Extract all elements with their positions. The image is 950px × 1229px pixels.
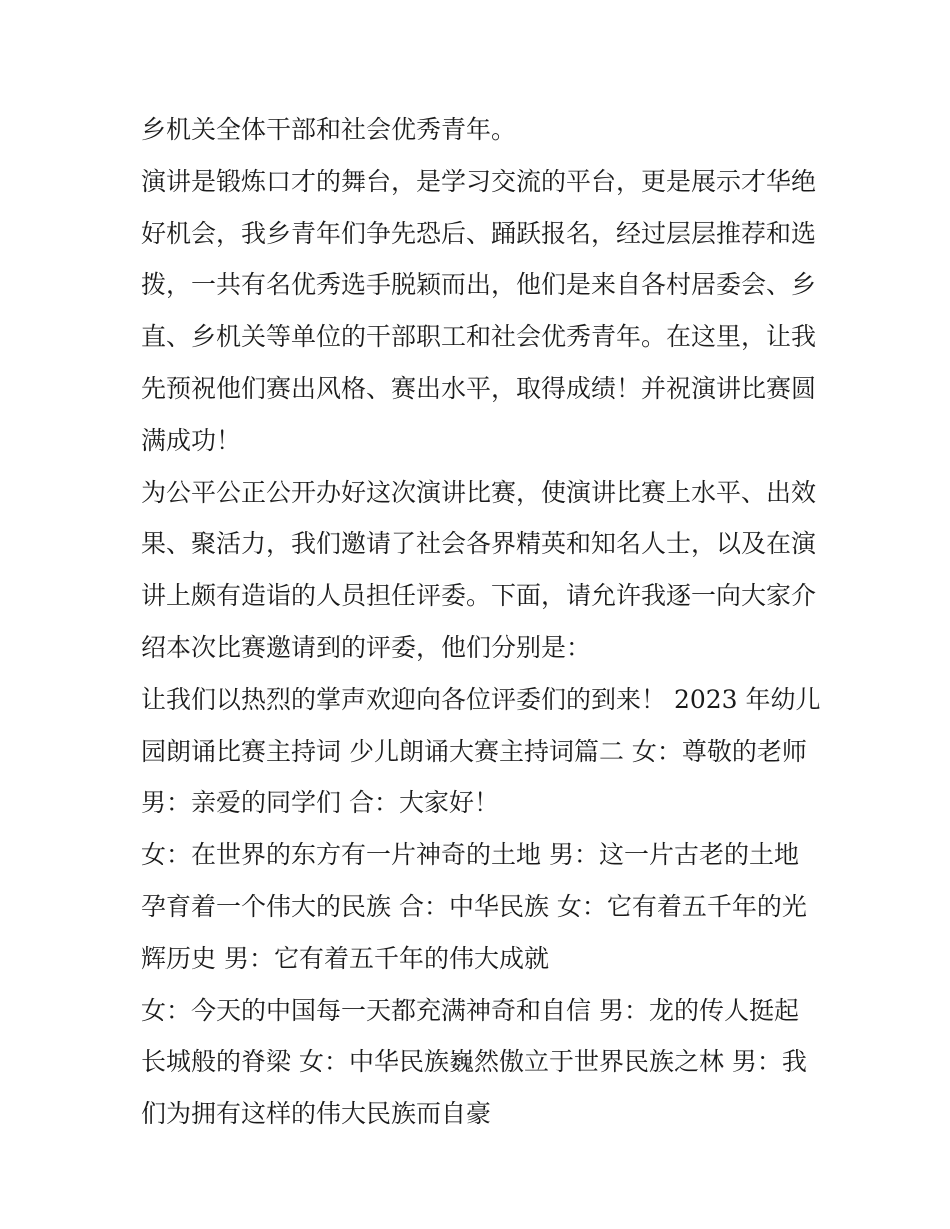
text-line: 长城般的脊梁 女：中华民族巍然傲立于世界民族之林 男：我 (141, 1047, 807, 1077)
paragraph (141, 829, 821, 984)
text-line: 让我们以热烈的掌声欢迎向各位评委们的到来！ 2023 年幼儿 (141, 684, 821, 714)
text-line: 演讲是锻炼口才的舞台，是学习交流的平台，更是展示才华绝 (141, 166, 817, 196)
text-line: 们为拥有这样的伟大民族而自豪 (141, 1099, 492, 1129)
paragraph (141, 156, 821, 467)
text-line: 女：在世界的东方有一片神奇的土地 男：这一片古老的土地 (141, 840, 799, 870)
text-line: 乡机关全体干部和社会优秀青年。 (141, 115, 517, 144)
text-line: 先预祝他们赛出风格、赛出水平，取得成绩！并祝演讲比赛圆 (141, 373, 817, 403)
paragraph (141, 674, 821, 829)
paragraph (141, 467, 821, 674)
text-line: 好机会，我乡青年们争先恐后、踊跃报名，经过层层推荐和选 (141, 218, 817, 248)
text-line: 拨，一共有名优秀选手脱颖而出，他们是来自各村居委会、乡 (141, 270, 817, 300)
text-line: 辉历史 男：它有着五千年的伟大成就 (141, 943, 549, 973)
text-line: 讲上颇有造诣的人员担任评委。下面，请允许我逐一向大家介 (141, 581, 817, 611)
text-line: 孕育着一个伟大的民族 合：中华民族 女：它有着五千年的光 (141, 891, 807, 921)
text-line: 男：亲爱的同学们 合：大家好！ (141, 788, 499, 818)
text-line: 直、乡机关等单位的干部职工和社会优秀青年。在这里，让我 (141, 322, 817, 352)
text-line: 果、聚活力，我们邀请了社会各界精英和知名人士，以及在演 (141, 529, 817, 559)
document-body (141, 104, 821, 1140)
paragraph (141, 104, 821, 156)
text-line: 绍本次比赛邀请到的评委，他们分别是： (141, 632, 592, 662)
text-line: 满成功！ (141, 425, 242, 455)
text-line: 园朗诵比赛主持词 少儿朗诵大赛主持词篇二 女：尊敬的老师 (141, 736, 807, 766)
text-line: 为公平公正公开办好这次演讲比赛，使演讲比赛上水平、出效 (141, 477, 817, 507)
paragraph (141, 985, 821, 1140)
text-line: 女：今天的中国每一天都充满神奇和自信 男：龙的传人挺起 (141, 995, 799, 1025)
